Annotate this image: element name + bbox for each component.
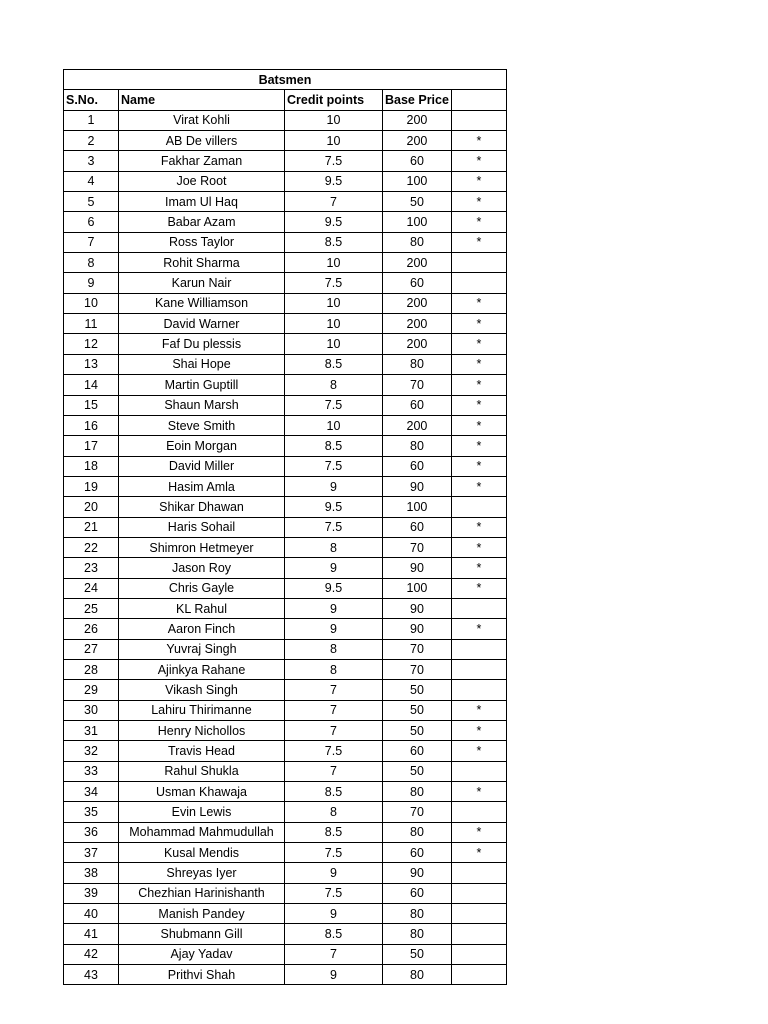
cell-name: Ajay Yadav xyxy=(119,944,285,964)
cell-mark: * xyxy=(451,537,506,557)
cell-credit-points: 10 xyxy=(285,314,383,334)
cell-credit-points: 9.5 xyxy=(285,578,383,598)
header-credit-points: Credit points xyxy=(285,90,383,110)
cell-base-price: 70 xyxy=(383,802,452,822)
cell-name: Aaron Finch xyxy=(119,619,285,639)
cell-mark: * xyxy=(451,171,506,191)
cell-base-price: 200 xyxy=(383,110,452,130)
cell-sno: 37 xyxy=(64,843,119,863)
cell-base-price: 200 xyxy=(383,253,452,273)
cell-credit-points: 7.5 xyxy=(285,883,383,903)
cell-sno: 23 xyxy=(64,558,119,578)
cell-mark xyxy=(451,639,506,659)
cell-sno: 18 xyxy=(64,456,119,476)
cell-base-price: 90 xyxy=(383,476,452,496)
header-base-price: Base Price xyxy=(383,90,452,110)
cell-mark xyxy=(451,944,506,964)
cell-name: Babar Azam xyxy=(119,212,285,232)
cell-name: Shimron Hetmeyer xyxy=(119,537,285,557)
title-row xyxy=(64,70,507,90)
table-row xyxy=(64,334,507,354)
cell-name: Prithvi Shah xyxy=(119,965,285,985)
table-row xyxy=(64,517,507,537)
cell-mark: * xyxy=(451,782,506,802)
cell-credit-points: 9.5 xyxy=(285,212,383,232)
table-row xyxy=(64,436,507,456)
table-row xyxy=(64,415,507,435)
cell-base-price: 50 xyxy=(383,192,452,212)
cell-name: Manish Pandey xyxy=(119,904,285,924)
cell-sno: 27 xyxy=(64,639,119,659)
cell-mark: * xyxy=(451,700,506,720)
cell-name: Mohammad Mahmudullah xyxy=(119,822,285,842)
cell-base-price: 80 xyxy=(383,354,452,374)
cell-credit-points: 10 xyxy=(285,334,383,354)
cell-mark xyxy=(451,904,506,924)
table-row xyxy=(64,619,507,639)
cell-sno: 39 xyxy=(64,883,119,903)
table-row xyxy=(64,639,507,659)
cell-credit-points: 9 xyxy=(285,598,383,618)
cell-name: Shaun Marsh xyxy=(119,395,285,415)
cell-mark xyxy=(451,110,506,130)
cell-sno: 17 xyxy=(64,436,119,456)
cell-mark: * xyxy=(451,131,506,151)
cell-credit-points: 7 xyxy=(285,192,383,212)
cell-name: Shubmann Gill xyxy=(119,924,285,944)
header-mark xyxy=(451,90,506,110)
cell-sno: 41 xyxy=(64,924,119,944)
cell-credit-points: 9 xyxy=(285,965,383,985)
cell-sno: 19 xyxy=(64,476,119,496)
cell-base-price: 200 xyxy=(383,293,452,313)
cell-sno: 33 xyxy=(64,761,119,781)
cell-sno: 9 xyxy=(64,273,119,293)
cell-base-price: 50 xyxy=(383,761,452,781)
table-row xyxy=(64,558,507,578)
cell-sno: 20 xyxy=(64,497,119,517)
cell-name: Usman Khawaja xyxy=(119,782,285,802)
cell-sno: 34 xyxy=(64,782,119,802)
cell-credit-points: 7.5 xyxy=(285,741,383,761)
cell-name: Eoin Morgan xyxy=(119,436,285,456)
cell-mark: * xyxy=(451,314,506,334)
cell-sno: 43 xyxy=(64,965,119,985)
cell-name: Travis Head xyxy=(119,741,285,761)
cell-credit-points: 7 xyxy=(285,944,383,964)
table-row xyxy=(64,232,507,252)
cell-name: Vikash Singh xyxy=(119,680,285,700)
cell-base-price: 80 xyxy=(383,782,452,802)
cell-base-price: 80 xyxy=(383,232,452,252)
table-body xyxy=(64,110,507,985)
table-row xyxy=(64,192,507,212)
cell-mark: * xyxy=(451,456,506,476)
cell-credit-points: 9 xyxy=(285,476,383,496)
table-row xyxy=(64,537,507,557)
table-row xyxy=(64,497,507,517)
cell-base-price: 50 xyxy=(383,721,452,741)
cell-mark: * xyxy=(451,721,506,741)
cell-base-price: 80 xyxy=(383,436,452,456)
cell-base-price: 90 xyxy=(383,619,452,639)
table-row xyxy=(64,700,507,720)
cell-sno: 29 xyxy=(64,680,119,700)
cell-mark xyxy=(451,965,506,985)
table-row xyxy=(64,110,507,130)
cell-mark xyxy=(451,598,506,618)
cell-credit-points: 10 xyxy=(285,253,383,273)
table-row xyxy=(64,782,507,802)
cell-credit-points: 8 xyxy=(285,802,383,822)
cell-name: Henry Nichollos xyxy=(119,721,285,741)
table-row xyxy=(64,883,507,903)
cell-sno: 26 xyxy=(64,619,119,639)
cell-base-price: 70 xyxy=(383,639,452,659)
cell-base-price: 50 xyxy=(383,700,452,720)
cell-credit-points: 8.5 xyxy=(285,232,383,252)
cell-credit-points: 7 xyxy=(285,680,383,700)
cell-base-price: 60 xyxy=(383,741,452,761)
cell-base-price: 200 xyxy=(383,334,452,354)
table-row xyxy=(64,578,507,598)
cell-sno: 31 xyxy=(64,721,119,741)
header-sno: S.No. xyxy=(64,90,119,110)
cell-credit-points: 7.5 xyxy=(285,456,383,476)
cell-sno: 11 xyxy=(64,314,119,334)
cell-name: Virat Kohli xyxy=(119,110,285,130)
cell-sno: 14 xyxy=(64,375,119,395)
cell-mark: * xyxy=(451,558,506,578)
cell-credit-points: 9.5 xyxy=(285,171,383,191)
cell-name: Hasim Amla xyxy=(119,476,285,496)
cell-mark: * xyxy=(451,354,506,374)
table-row xyxy=(64,253,507,273)
cell-name: Ross Taylor xyxy=(119,232,285,252)
cell-base-price: 90 xyxy=(383,558,452,578)
cell-name: Faf Du plessis xyxy=(119,334,285,354)
cell-base-price: 90 xyxy=(383,598,452,618)
cell-base-price: 80 xyxy=(383,904,452,924)
cell-mark: * xyxy=(451,436,506,456)
table-row xyxy=(64,822,507,842)
cell-sno: 6 xyxy=(64,212,119,232)
table-row xyxy=(64,293,507,313)
table-row xyxy=(64,944,507,964)
cell-base-price: 200 xyxy=(383,415,452,435)
cell-name: Rohit Sharma xyxy=(119,253,285,273)
cell-credit-points: 7.5 xyxy=(285,517,383,537)
cell-sno: 16 xyxy=(64,415,119,435)
cell-name: Rahul Shukla xyxy=(119,761,285,781)
cell-credit-points: 8 xyxy=(285,659,383,679)
cell-mark xyxy=(451,497,506,517)
table-row xyxy=(64,924,507,944)
cell-mark xyxy=(451,802,506,822)
cell-mark: * xyxy=(451,741,506,761)
cell-credit-points: 8.5 xyxy=(285,924,383,944)
cell-sno: 7 xyxy=(64,232,119,252)
cell-sno: 15 xyxy=(64,395,119,415)
cell-sno: 1 xyxy=(64,110,119,130)
cell-sno: 5 xyxy=(64,192,119,212)
cell-name: Chezhian Harinishanth xyxy=(119,883,285,903)
table-row xyxy=(64,151,507,171)
cell-mark: * xyxy=(451,415,506,435)
cell-base-price: 60 xyxy=(383,273,452,293)
cell-credit-points: 9 xyxy=(285,619,383,639)
cell-mark: * xyxy=(451,293,506,313)
table-row xyxy=(64,171,507,191)
cell-name: Kane Williamson xyxy=(119,293,285,313)
cell-mark: * xyxy=(451,232,506,252)
cell-mark xyxy=(451,659,506,679)
cell-base-price: 70 xyxy=(383,375,452,395)
table-row xyxy=(64,598,507,618)
cell-name: KL Rahul xyxy=(119,598,285,618)
cell-name: Yuvraj Singh xyxy=(119,639,285,659)
cell-name: Chris Gayle xyxy=(119,578,285,598)
cell-base-price: 60 xyxy=(383,151,452,171)
header-name: Name xyxy=(119,90,285,110)
cell-credit-points: 7 xyxy=(285,761,383,781)
cell-sno: 22 xyxy=(64,537,119,557)
cell-sno: 8 xyxy=(64,253,119,273)
cell-sno: 32 xyxy=(64,741,119,761)
table-row xyxy=(64,721,507,741)
cell-sno: 13 xyxy=(64,354,119,374)
cell-credit-points: 8.5 xyxy=(285,782,383,802)
cell-name: Steve Smith xyxy=(119,415,285,435)
cell-name: Karun Nair xyxy=(119,273,285,293)
cell-sno: 2 xyxy=(64,131,119,151)
cell-mark: * xyxy=(451,334,506,354)
cell-mark: * xyxy=(451,192,506,212)
cell-base-price: 70 xyxy=(383,659,452,679)
cell-name: Imam Ul Haq xyxy=(119,192,285,212)
batsmen-table xyxy=(63,69,507,985)
cell-name: Martin Guptill xyxy=(119,375,285,395)
cell-name: David Warner xyxy=(119,314,285,334)
cell-base-price: 80 xyxy=(383,965,452,985)
cell-mark xyxy=(451,924,506,944)
cell-mark xyxy=(451,883,506,903)
table-row xyxy=(64,314,507,334)
table-row xyxy=(64,375,507,395)
cell-name: Kusal Mendis xyxy=(119,843,285,863)
cell-mark xyxy=(451,253,506,273)
cell-mark: * xyxy=(451,151,506,171)
cell-credit-points: 7.5 xyxy=(285,151,383,171)
cell-base-price: 200 xyxy=(383,314,452,334)
cell-mark: * xyxy=(451,517,506,537)
cell-sno: 35 xyxy=(64,802,119,822)
cell-credit-points: 7 xyxy=(285,700,383,720)
cell-credit-points: 10 xyxy=(285,293,383,313)
cell-name: Lahiru Thirimanne xyxy=(119,700,285,720)
cell-base-price: 200 xyxy=(383,131,452,151)
cell-name: Shikar Dhawan xyxy=(119,497,285,517)
cell-base-price: 50 xyxy=(383,680,452,700)
table-row xyxy=(64,354,507,374)
cell-name: Ajinkya Rahane xyxy=(119,659,285,679)
table-title: Batsmen xyxy=(64,70,507,90)
cell-credit-points: 7 xyxy=(285,721,383,741)
cell-credit-points: 10 xyxy=(285,110,383,130)
cell-credit-points: 8 xyxy=(285,537,383,557)
cell-mark: * xyxy=(451,578,506,598)
header-row xyxy=(64,90,507,110)
table-row xyxy=(64,741,507,761)
cell-sno: 28 xyxy=(64,659,119,679)
cell-credit-points: 9 xyxy=(285,904,383,924)
cell-base-price: 90 xyxy=(383,863,452,883)
cell-sno: 36 xyxy=(64,822,119,842)
cell-base-price: 60 xyxy=(383,883,452,903)
cell-base-price: 100 xyxy=(383,171,452,191)
cell-sno: 10 xyxy=(64,293,119,313)
cell-credit-points: 7.5 xyxy=(285,395,383,415)
cell-mark: * xyxy=(451,375,506,395)
table-row xyxy=(64,212,507,232)
cell-name: Jason Roy xyxy=(119,558,285,578)
cell-base-price: 100 xyxy=(383,497,452,517)
cell-name: Shai Hope xyxy=(119,354,285,374)
table-row xyxy=(64,659,507,679)
cell-credit-points: 10 xyxy=(285,415,383,435)
cell-base-price: 60 xyxy=(383,517,452,537)
cell-name: David Miller xyxy=(119,456,285,476)
cell-mark xyxy=(451,863,506,883)
cell-credit-points: 8.5 xyxy=(285,822,383,842)
cell-base-price: 60 xyxy=(383,843,452,863)
cell-sno: 40 xyxy=(64,904,119,924)
cell-sno: 4 xyxy=(64,171,119,191)
table-row xyxy=(64,476,507,496)
cell-name: Haris Sohail xyxy=(119,517,285,537)
cell-sno: 3 xyxy=(64,151,119,171)
cell-base-price: 50 xyxy=(383,944,452,964)
cell-credit-points: 8 xyxy=(285,375,383,395)
table-row xyxy=(64,395,507,415)
table-row xyxy=(64,802,507,822)
cell-sno: 42 xyxy=(64,944,119,964)
table-row xyxy=(64,761,507,781)
cell-name: AB De villers xyxy=(119,131,285,151)
cell-sno: 24 xyxy=(64,578,119,598)
cell-mark: * xyxy=(451,212,506,232)
table-row xyxy=(64,843,507,863)
batsmen-sheet xyxy=(63,69,507,985)
cell-base-price: 70 xyxy=(383,537,452,557)
cell-name: Shreyas Iyer xyxy=(119,863,285,883)
cell-base-price: 100 xyxy=(383,578,452,598)
cell-credit-points: 9.5 xyxy=(285,497,383,517)
cell-base-price: 80 xyxy=(383,924,452,944)
cell-sno: 38 xyxy=(64,863,119,883)
cell-sno: 30 xyxy=(64,700,119,720)
table-row xyxy=(64,680,507,700)
cell-sno: 12 xyxy=(64,334,119,354)
table-row xyxy=(64,456,507,476)
cell-base-price: 60 xyxy=(383,395,452,415)
cell-mark: * xyxy=(451,476,506,496)
cell-credit-points: 7.5 xyxy=(285,273,383,293)
cell-credit-points: 8.5 xyxy=(285,436,383,456)
table-row xyxy=(64,965,507,985)
cell-name: Joe Root xyxy=(119,171,285,191)
cell-sno: 25 xyxy=(64,598,119,618)
cell-credit-points: 8.5 xyxy=(285,354,383,374)
cell-mark: * xyxy=(451,395,506,415)
table-row xyxy=(64,904,507,924)
cell-credit-points: 9 xyxy=(285,863,383,883)
cell-base-price: 100 xyxy=(383,212,452,232)
cell-sno: 21 xyxy=(64,517,119,537)
cell-name: Fakhar Zaman xyxy=(119,151,285,171)
cell-mark xyxy=(451,680,506,700)
cell-base-price: 60 xyxy=(383,456,452,476)
cell-mark: * xyxy=(451,843,506,863)
cell-credit-points: 8 xyxy=(285,639,383,659)
table-row xyxy=(64,863,507,883)
table-row xyxy=(64,131,507,151)
cell-name: Evin Lewis xyxy=(119,802,285,822)
table-row xyxy=(64,273,507,293)
cell-mark xyxy=(451,761,506,781)
cell-credit-points: 9 xyxy=(285,558,383,578)
cell-credit-points: 7.5 xyxy=(285,843,383,863)
cell-base-price: 80 xyxy=(383,822,452,842)
cell-credit-points: 10 xyxy=(285,131,383,151)
cell-mark xyxy=(451,273,506,293)
cell-mark: * xyxy=(451,619,506,639)
cell-mark: * xyxy=(451,822,506,842)
